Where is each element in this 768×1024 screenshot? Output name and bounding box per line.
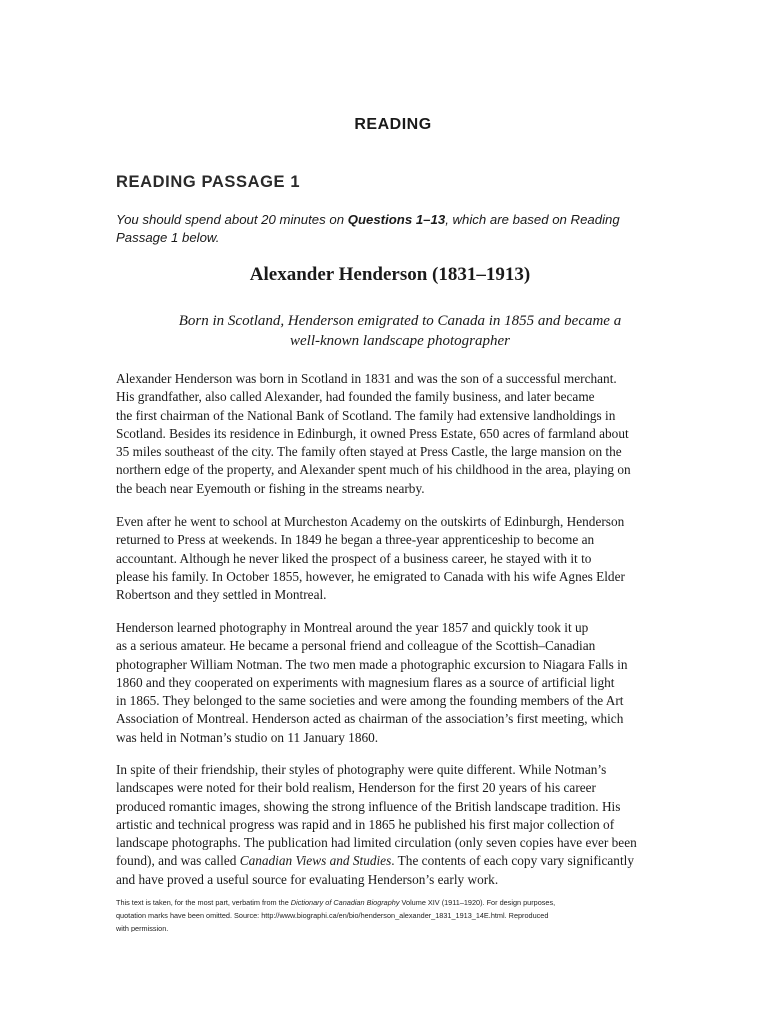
paragraph-line: please his family. In October 1855, however, he emigrated to Canada with his wife Agnes Elder (116, 568, 625, 584)
paragraph-line: In spite of their friendship, their styles of photography were quite different. While Notman’s (116, 762, 607, 777)
footnote-line: with permission. (116, 924, 169, 932)
paragraph-4 (116, 761, 676, 889)
passage-heading: READING PASSAGE 1 (116, 173, 301, 191)
line-text: . The contents of each copy vary significantly (391, 853, 634, 869)
paragraph-line (116, 852, 676, 870)
section-heading: READING (354, 116, 432, 133)
paragraph-line: in 1865. They belonged to the same societies and were among the founding members of the Art (116, 693, 624, 709)
instruction-questions: Questions 1–13 (347, 212, 446, 227)
instruction-text (116, 211, 676, 247)
dictionary-title: Dictionary of Canadian Biography (290, 898, 400, 907)
paragraph-2 (116, 513, 676, 604)
paragraph-line: 1860 and they cooperated on experiments with magnesium flares as a source of artificial light (116, 674, 615, 690)
footnote-text: Volume XIV (1911–1920). For design purposes, (399, 898, 556, 907)
paragraph-line: was held in Notman’s studio on 11 January 1860. (116, 729, 379, 745)
paragraph-line: Robertson and they settled in Montreal. (116, 587, 327, 603)
paragraph-line: and have proved a useful source for evaluating Henderson’s early work. (116, 871, 499, 887)
subtitle-line: Born in Scotland, Henderson emigrated to Canada in 1855 and became a (178, 313, 622, 329)
paragraph-line: Association of Montreal. Henderson acted as chairman of the association’s first meeting, which (116, 711, 624, 727)
instruction-after: , which are based on Reading (445, 212, 620, 227)
paragraph-line: Scotland. Besides its residence in Edinburgh, it owned Press Estate, 650 acres of farmland about (116, 425, 629, 441)
passage-title: Alexander Henderson (1831–1913) (249, 264, 531, 285)
paragraph-line: Even after he went to school at Murcheston Academy on the outskirts of Edinburgh, Henderson (116, 514, 625, 529)
paragraph-line: produced romantic images, showing the strong influence of the British landscape tradition. His (116, 798, 621, 814)
paragraph-line: Henderson learned photography in Montreal around the year 1857 and quickly took it up (116, 620, 589, 635)
instruction-before: You should spend about 20 minutes on (116, 212, 348, 227)
paragraph-line: northern edge of the property, and Alexander spent much of his childhood in the area, playing on (116, 462, 631, 478)
paragraph-line: returned to Press at weekends. In 1849 he began a three-year apprenticeship to become an (116, 532, 595, 548)
paragraph-line: the beach near Eyemouth or fishing in the streams nearby. (116, 480, 425, 496)
footnote-text: This text is taken, for the most part, verbatim from the (116, 898, 291, 907)
footnote-line (116, 896, 676, 909)
book-title: Canadian Views and Studies (239, 853, 392, 869)
source-footnote (116, 896, 676, 932)
paragraph-line: His grandfather, also called Alexander, had founded the family business, and later became (116, 389, 595, 405)
passage-subtitle (140, 311, 660, 351)
paragraph-1 (116, 370, 676, 498)
paragraph-line: Alexander Henderson was born in Scotland in 1831 and was the son of a successful merchant. (116, 371, 617, 386)
footnote-line: quotation marks have been omitted. Source: http://www.biographi.ca/en/bio/henderson_alexander_1831_1913_14E.html. Reproduced (116, 911, 549, 920)
subtitle-line: well-known landscape photographer (290, 333, 510, 349)
line-text: found), and was called (116, 853, 240, 869)
paragraph-line: 35 miles southeast of the city. The family often stayed at Press Castle, the large mansion on the (116, 444, 622, 460)
paragraph-line: landscapes were noted for their bold realism, Henderson for the first 20 years of his career (116, 780, 596, 796)
paragraph-line: artistic and technical progress was rapid and in 1865 he published his first major collection of (116, 816, 615, 832)
paragraph-3 (116, 619, 676, 747)
paragraph-line: as a serious amateur. He became a personal friend and colleague of the Scottish–Canadian (116, 638, 596, 654)
paragraph-line: the first chairman of the National Bank of Scotland. The family had extensive landholdings in (116, 407, 616, 423)
instruction-line-2: Passage 1 below. (116, 230, 220, 245)
paragraph-line: photographer William Notman. The two men made a photographic excursion to Niagara Falls in (116, 656, 628, 672)
paragraph-line: landscape photographs. The publication had limited circulation (only seven copies have ever been (116, 835, 637, 851)
paragraph-line: accountant. Although he never liked the prospect of a business career, he stayed with it to (116, 550, 592, 566)
